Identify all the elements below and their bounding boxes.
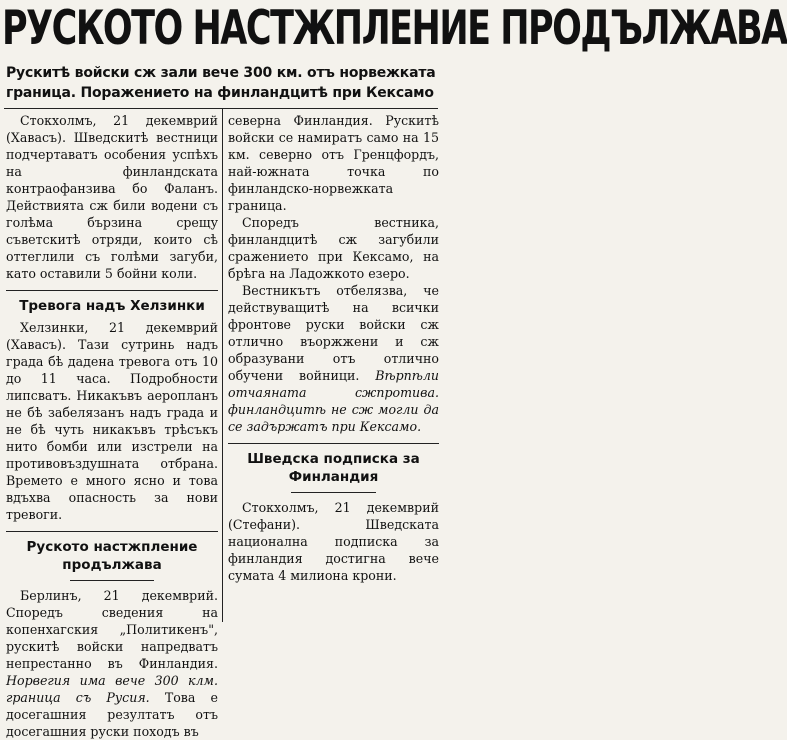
column-divider bbox=[222, 108, 223, 622]
article-continued-body: северна Финландия. Рускитѣ войски се намиратъ само на 15 км. северно отъ Гренцфордъ, най-южната точка по финландско-норвежката граница. bbox=[228, 113, 439, 213]
divider bbox=[6, 531, 218, 532]
divider bbox=[6, 290, 218, 291]
article-title-swedish: Шведска подписка за Финландия bbox=[247, 451, 420, 485]
article-title-offensive: Руското настжпление продължава bbox=[26, 539, 198, 573]
left-column bbox=[6, 112, 218, 740]
article-helsinki-body: Хелзинки, 21 декемврий (Хавасъ). Тази сутринь надъ града бѣ дадена тревога отъ 10 до 11 часа. Подробности липсватъ. Никакъвъ аеропланъ не бѣ забелязанъ надъ града и не бѣ чуть никакъвъ трѣсъкъ нито бомби или изстрели на противовъздушната отбрана. Времето е много ясно и това вдъхва опасность за нови тревоги. bbox=[6, 320, 218, 522]
divider bbox=[228, 443, 439, 444]
divider-top bbox=[4, 108, 438, 109]
berlin-text-end: Това е досегашния резултатъ отъ досегашния руски походъ въ bbox=[6, 690, 219, 739]
subheadline: Рускитѣ войски сж зали вече 300 км. отъ норвежката граница. Поражението на финландцитѣ при Кексамо bbox=[6, 65, 436, 101]
berlin-text-italic: Норвегия има вече 300 клм. граница съ Русия. bbox=[6, 673, 218, 705]
berlin-text-start: Берлинъ, 21 декемврий. Споредъ сведения на копенхагския „Политикенъ", рускитѣ войски напредватъ непрестанно въ Финландия. bbox=[6, 588, 218, 671]
headline: РУСКОТО НАСТЖПЛЕНИЕ ПРОДЪЛЖАВА bbox=[2, 1, 787, 56]
article-continued-body-2: Споредъ вестника, финландцитѣ сж загубили сражението при Кексамо, на брѣга на Ладожкото езеро. bbox=[228, 215, 439, 281]
divider-short bbox=[291, 492, 375, 493]
right-column bbox=[228, 112, 439, 584]
article-berlin-body bbox=[6, 587, 218, 740]
article-stockholm-body: Стокхолмъ, 21 декемврий (Хавасъ). Шведскитѣ вестници подчертаватъ особения успѣхъ на финландската контраофанзива бо Фаланъ. Действията сж били водени съ голѣма бързина срещу съветскитѣ отряди, които сѣ оттеглили съ голѣми загуби, като оставили 5 бойни коли. bbox=[6, 113, 218, 281]
continued-text-italic: Вѣрпѣли отчаяната сжпротива. финландцитѣ не сж могли да се задържатъ при Кексамо. bbox=[228, 368, 439, 434]
divider-short bbox=[70, 580, 155, 581]
article-title-alarm: Тревога надъ Хелзинки bbox=[19, 298, 205, 314]
article-swedish-body: Стокхолмъ, 21 декемврий (Стефани). Шведската национална подписка за финландия достигна вече сумата 4 милиона крони. bbox=[228, 500, 439, 583]
article-continued-body-3 bbox=[228, 282, 439, 435]
continued-text: Вестникътъ отбелязва, че действуващитѣ на всички фронтове руски войски сж отлично въоржжени и сж образувани отъ отлично обучени войници. bbox=[228, 283, 439, 383]
